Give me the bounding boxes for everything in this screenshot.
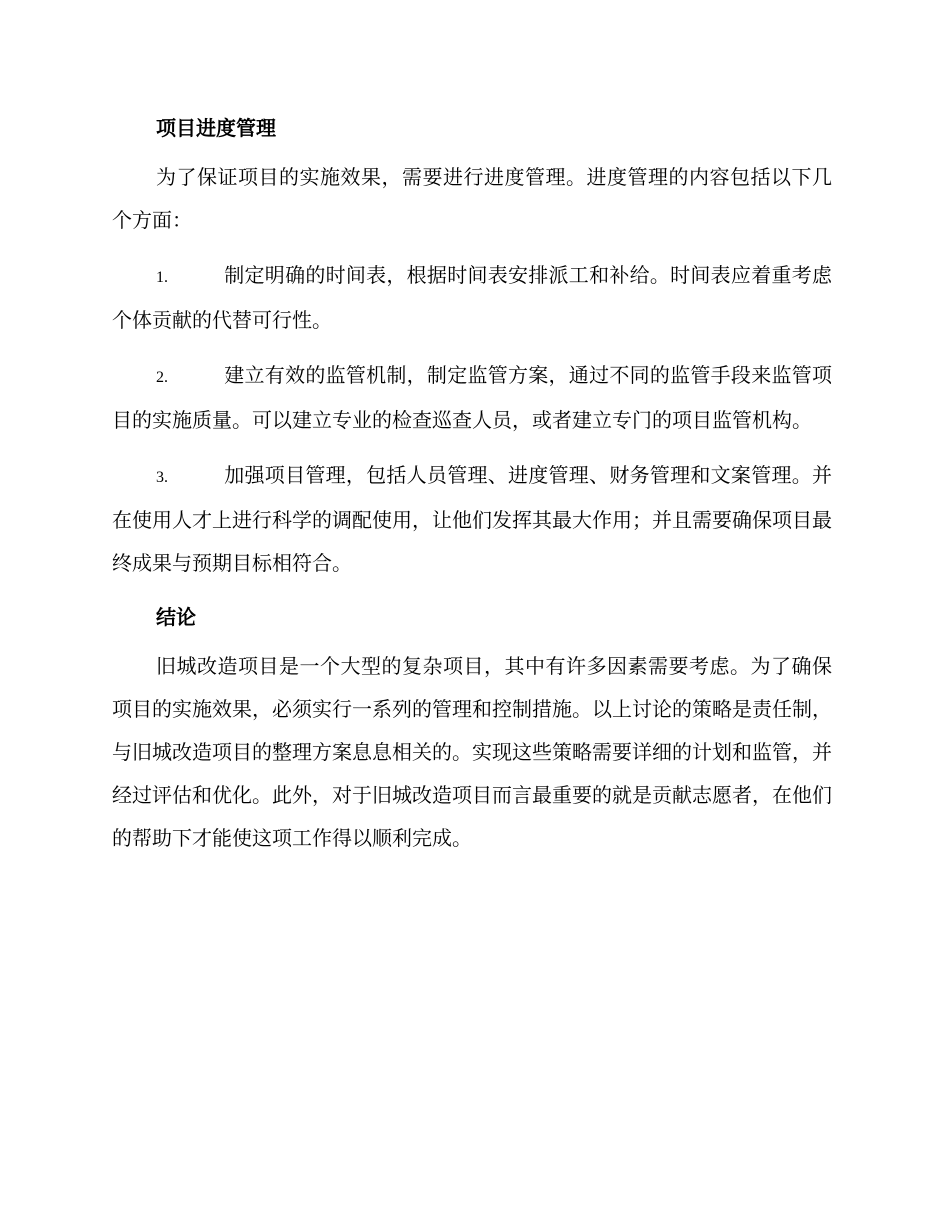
list-item-number: 3. [156, 469, 168, 486]
section-intro-paragraph: 为了保证项目的实施效果，需要进行进度管理。进度管理的内容包括以下几个方面： [112, 165, 832, 232]
section-heading-conclusion: 结论 [156, 605, 196, 629]
section-heading-progress-management: 项目进度管理 [156, 116, 276, 140]
list-item [112, 454, 832, 585]
document-page [112, 108, 832, 872]
list-item-text: 加强项目管理，包括人员管理、进度管理、财务管理和文案管理。并在使用人才上进行科学的调配使用，让他们发挥其最大作用；并且需要确保项目最终成果与预期目标相符合。 [112, 463, 832, 575]
conclusion-paragraph: 旧城改造项目是一个大型的复杂项目，其中有许多因素需要考虑。为了确保项目的实施效果，必须实行一系列的管理和控制措施。以上讨论的策略是责任制，与旧城改造项目的整理方案息息相关的。实现这些策略需要详细的计划和监管，并经过评估和优化。此外，对于旧城改造项目而言最重要的就是贡献志愿者，在他们的帮助下才能使这项工作得以顺利完成。 [112, 654, 832, 850]
list-item-text: 建立有效的监管机制，制定监管方案，通过不同的监管手段来监管项目的实施质量。可以建立专业的检查巡查人员，或者建立专门的项目监管机构。 [112, 363, 832, 432]
list-item [112, 354, 832, 442]
list-item-text: 制定明确的时间表，根据时间表安排派工和补给。时间表应着重考虑个体贡献的代替可行性。 [112, 263, 832, 332]
list-item-number: 2. [156, 369, 168, 386]
list-item [112, 254, 832, 342]
list-item-number: 1. [156, 269, 168, 286]
